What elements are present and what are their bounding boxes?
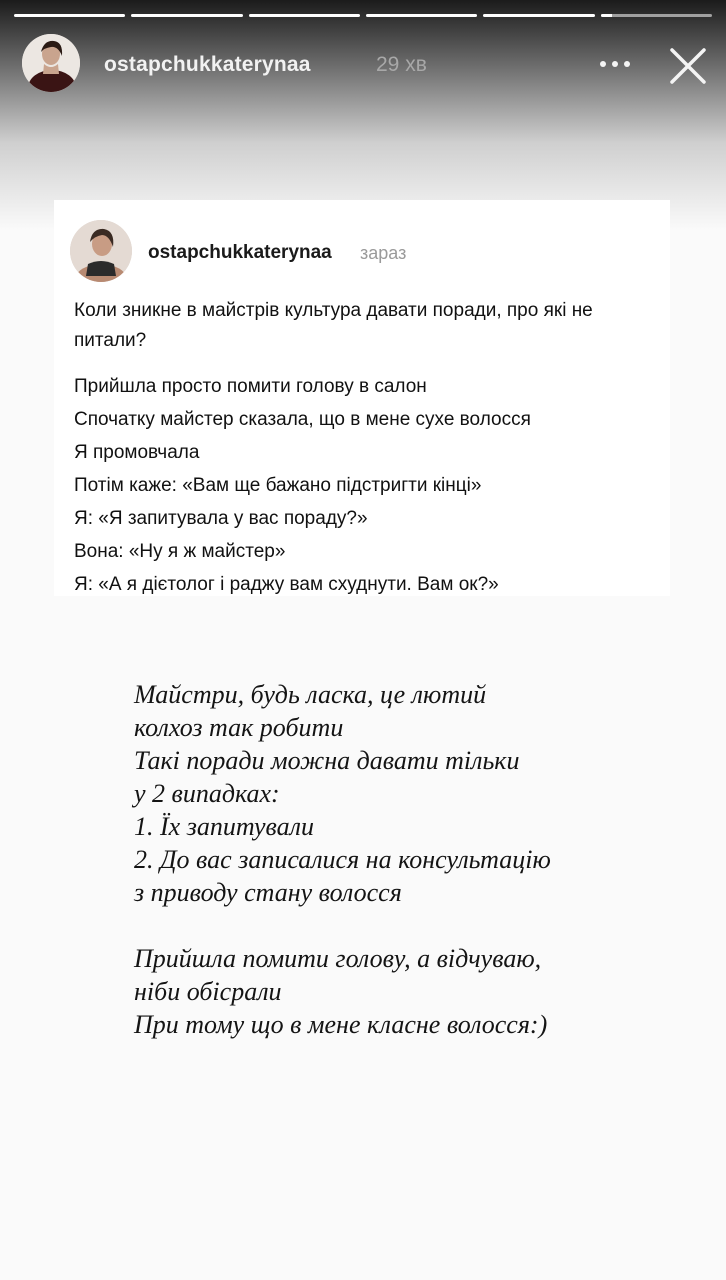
post-line: Вона: «Ну я ж майстер»: [74, 541, 286, 562]
post-line: Я: «А я дієтолог і раджу вам схуднути. Вам ок?»: [74, 574, 499, 595]
post-line: Потім каже: «Вам ще бажано підстригти кінці»: [74, 475, 482, 496]
caption-line: ніби обісрали: [134, 977, 282, 1006]
story-username[interactable]: ostapchukkaterynaa: [104, 53, 311, 76]
caption-line: При тому що в мене класне волосся:): [134, 1010, 548, 1039]
post-line: Я: «Я запитувала у вас пораду?»: [74, 508, 368, 529]
post-author-avatar: [70, 220, 132, 282]
post-timestamp: зараз: [360, 243, 407, 263]
post-question-text: Коли зникне в майстрів культура давати поради, про які не питали?: [74, 300, 593, 351]
caption-line: 2. До вас записалися на консультацію: [134, 845, 551, 874]
progress-segment: [366, 14, 477, 17]
progress-segment: [131, 14, 242, 17]
caption-line: Прийшла помити голову, а відчуваю,: [134, 944, 542, 973]
story-progress-bar: [14, 14, 712, 18]
more-options-icon[interactable]: [598, 52, 632, 76]
story-time-ago: 29 хв: [376, 53, 427, 76]
caption-line: Майстри, будь ласка, це лютий: [134, 680, 487, 709]
progress-segment: [483, 14, 594, 17]
progress-segment-fill: [131, 14, 242, 17]
post-line: Прийшла просто помити голову в салон: [74, 376, 427, 397]
close-icon[interactable]: [668, 46, 708, 86]
post-line: Я промовчала: [74, 442, 200, 463]
avatar-image: [22, 34, 80, 92]
story-caption-text: [134, 678, 694, 1041]
progress-segment: [601, 14, 712, 17]
caption-line: у 2 випадках:: [134, 779, 280, 808]
caption-line: Такі поради можна давати тільки: [134, 746, 520, 775]
post-avatar-image: [70, 220, 132, 282]
progress-segment-fill: [483, 14, 594, 17]
caption-line: 1. Їх запитували: [134, 812, 314, 841]
story-header: [22, 34, 712, 94]
post-body: [74, 370, 664, 601]
progress-segment-fill: [366, 14, 477, 17]
progress-segment-fill: [249, 14, 360, 17]
progress-segment: [14, 14, 125, 17]
caption-line: колхоз так робити: [134, 713, 344, 742]
shared-post-card[interactable]: [54, 200, 670, 596]
post-line: Спочатку майстер сказала, що в мене сухе волосся: [74, 409, 531, 430]
caption-spacer: [134, 909, 694, 942]
progress-segment-fill: [14, 14, 125, 17]
post-author-username[interactable]: ostapchukkaterynaa: [148, 242, 332, 263]
progress-segment: [249, 14, 360, 17]
profile-avatar[interactable]: [22, 34, 80, 92]
caption-line: з приводу стану волосся: [134, 878, 402, 907]
progress-segment-fill: [601, 14, 612, 17]
